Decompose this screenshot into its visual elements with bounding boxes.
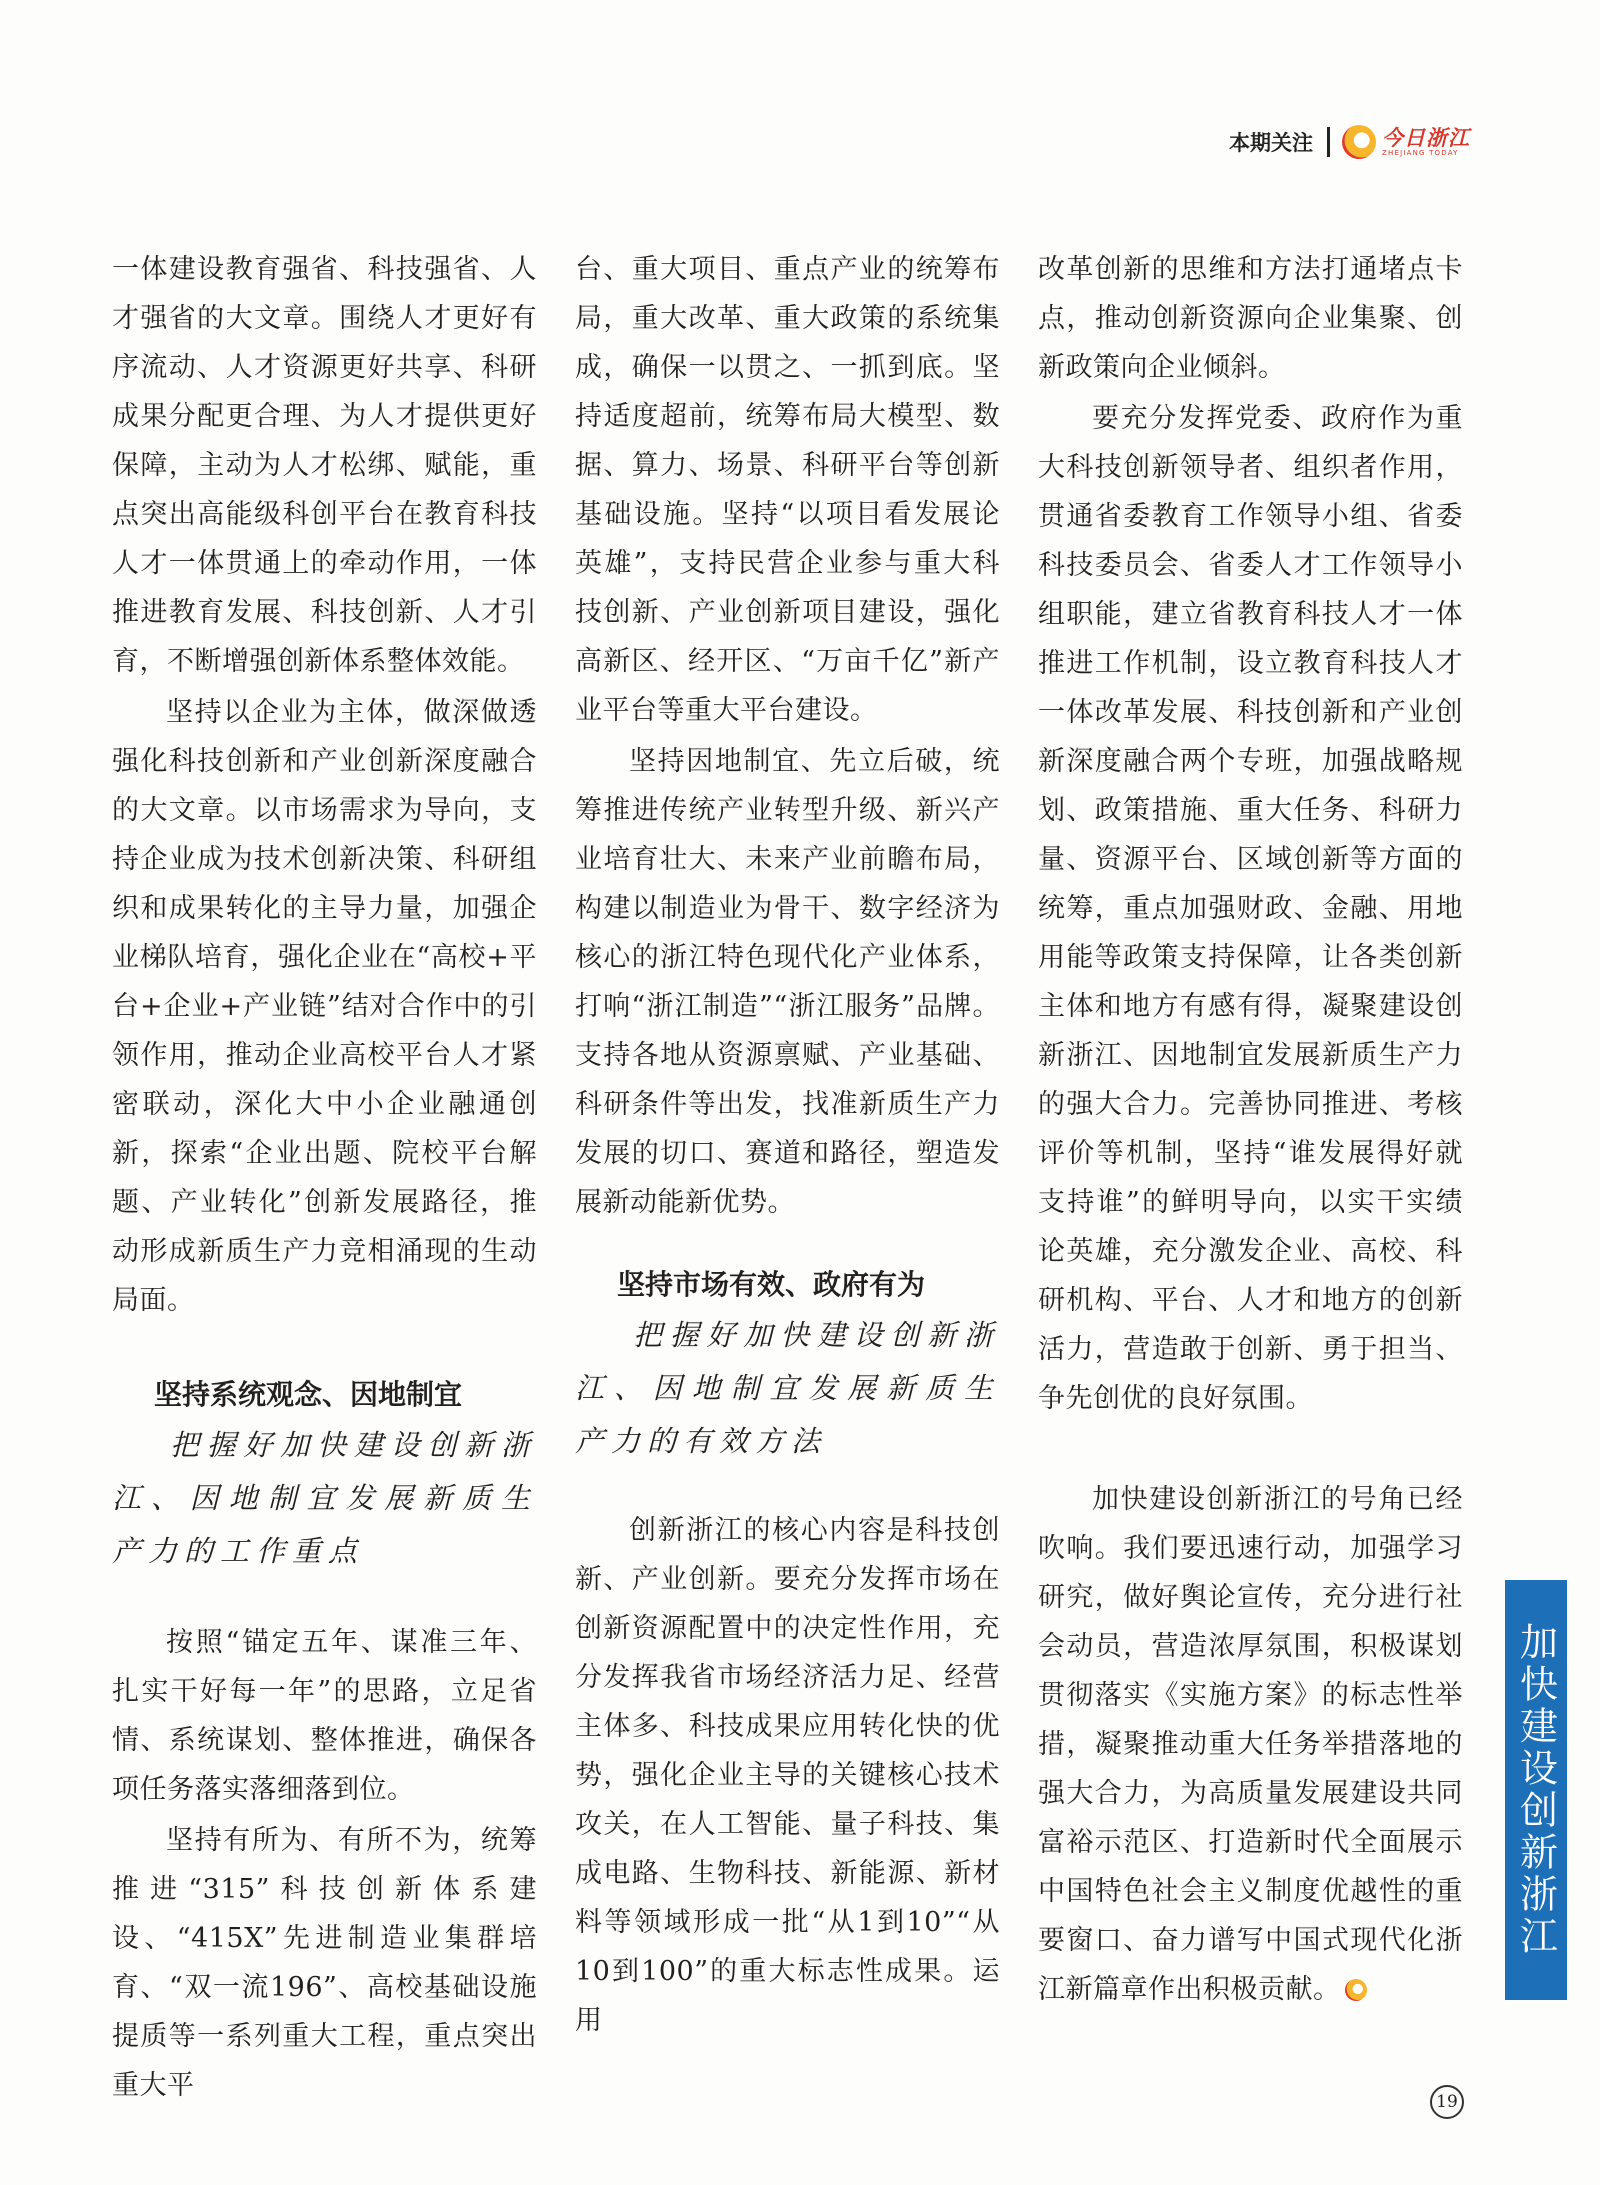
end-mark-icon <box>1345 1979 1367 2001</box>
column-2 <box>575 245 1000 2045</box>
paragraph: 一体建设教育强省、科技强省、人才强省的大文章。围绕人才更好有序流动、人才资源更好共享、科研成果分配更合理、为人才提供更好保障，主动为人才松绑、赋能，重点突出高能级科创平台在教育科技人才一体贯通上的牵动作用，一体推进教育发展、科技创新、人才引育，不断增强创新体系整体效能。 <box>112 254 537 677</box>
logo-subtitle: ZHEJIANG TODAY <box>1382 149 1459 157</box>
side-tab-title: 加快建设创新浙江 <box>1513 1622 1558 1958</box>
paragraph: 坚持以企业为主体，做深做透强化科技创新和产业创新深度融合的大文章。以市场需求为导向，支持企业成为技术创新决策、科研组织和成果转化的主导力量，加强企业梯队培育，强化企业在“高校+平台+企业+产业链”结对合作中的引领作用，推动企业高校平台人才紧密联动，深化大中小企业融通创新，探索“企业出题、院校平台解题、产业转化”创新发展路径，推动形成新质生产力竞相涌现的生动局面。 <box>112 697 537 1316</box>
page-header <box>1229 118 1470 166</box>
logo-title: 今日浙江 <box>1382 125 1470 150</box>
paragraph: 创新浙江的核心内容是科技创新、产业创新。要充分发挥市场在创新资源配置中的决定性作用，充分发挥我省市场经济活力足、经营主体多、科技成果应用转化快的优势，强化企业主导的关键核心技术攻关，在人工智能、量子科技、集成电路、生物科技、新能源、新材料等领域形成一批“从1到10”“从10到100”的重大标志性成果。运用 <box>575 1515 1000 2036</box>
paragraph: 按照“锚定五年、谋准三年、扎实干好每一年”的思路，立足省情、系统谋划、整体推进，确保各项任务落实落细落到位。 <box>112 1627 537 1805</box>
paragraph: 坚持因地制宜、先立后破，统筹推进传统产业转型升级、新兴产业培育壮大、未来产业前瞻布局，构建以制造业为骨干、数字经济为核心的浙江特色现代化产业体系，打响“浙江制造”“浙江服务”品牌。支持各地从资源禀赋、产业基础、科研条件等出发，找准新质生产力发展的切口、赛道和路径，塑造发展新动能新优势。 <box>575 746 1000 1218</box>
section-subtitle: 把握好加快建设创新浙江、因地制宜发展新质生产力的有效方法 <box>575 1318 1000 1458</box>
paragraph: 改革创新的思维和方法打通堵点卡点，推动创新资源向企业集聚、创新政策向企业倾斜。 <box>1038 254 1463 383</box>
section-label: 本期关注 <box>1229 131 1313 155</box>
paragraph: 要充分发挥党委、政府作为重大科技创新领导者、组织者作用，贯通省委教育工作领导小组、省委科技委员会、省委人才工作领导小组职能，建立省教育科技人才一体推进工作机制，设立教育科技人才一体改革发展、科技创新和产业创新深度融合两个专班，加强战略规划、政策措施、重大任务、科研力量、资源平台、区域创新等方面的统筹，重点加强财政、金融、用地用能等政策支持保障，让各类创新主体和地方有感有得，凝聚建设创新浙江、因地制宜发展新质生产力的强大合力。完善协同推进、考核评价等机制，坚持“谁发展得好就支持谁”的鲜明导向，以实干实绩论英雄，充分激发企业、高校、科研机构、平台、人才和地方的创新活力，营造敢于创新、勇于担当、争先创优的良好氛围。 <box>1038 403 1463 1414</box>
side-tab <box>1505 1580 1567 2000</box>
section-subtitle: 把握好加快建设创新浙江、因地制宜发展新质生产力的工作重点 <box>112 1428 537 1568</box>
paragraph: 台、重大项目、重点产业的统筹布局，重大改革、重大政策的系统集成，确保一以贯之、一抓到底。坚持适度超前，统筹布局大模型、数据、算力、场景、科研平台等创新基础设施。坚持“以项目看发展论英雄”，支持民营企业参与重大科技创新、产业创新项目建设，强化高新区、经开区、“万亩千亿”新产业平台等重大平台建设。 <box>575 254 1000 726</box>
column-1 <box>112 245 537 2110</box>
closing-text: 加快建设创新浙江的号角已经吹响。我们要迅速行动，加强学习研究，做好舆论宣传，充分进行社会动员，营造浓厚氛围，积极谋划贯彻落实《实施方案》的标志性举措，凝聚推动重大任务举措落地的强大合力，为高质量发展建设共同富裕示范区、打造新时代全面展示中国特色社会主义制度优越性的重要窗口、奋力谱写中国式现代化浙江新篇章作出积极贡献。 <box>1038 1484 1463 2005</box>
paragraph <box>1038 1475 1463 2014</box>
section-heading: 坚持系统观念、因地制宜 <box>154 1378 463 1411</box>
magazine-logo <box>1342 125 1470 159</box>
paragraph: 坚持有所为、有所不为，统筹推进“315”科技创新体系建设、“415X”先进制造业集群培育、“双一流196”、高校基础设施提质等一系列重大工程，重点突出重大平 <box>112 1825 537 2101</box>
logo-icon <box>1342 125 1376 159</box>
column-3 <box>1038 245 1463 2014</box>
section-heading: 坚持市场有效、政府有为 <box>617 1268 926 1301</box>
page-number: 19 <box>1430 2085 1464 2119</box>
header-divider <box>1327 127 1330 157</box>
